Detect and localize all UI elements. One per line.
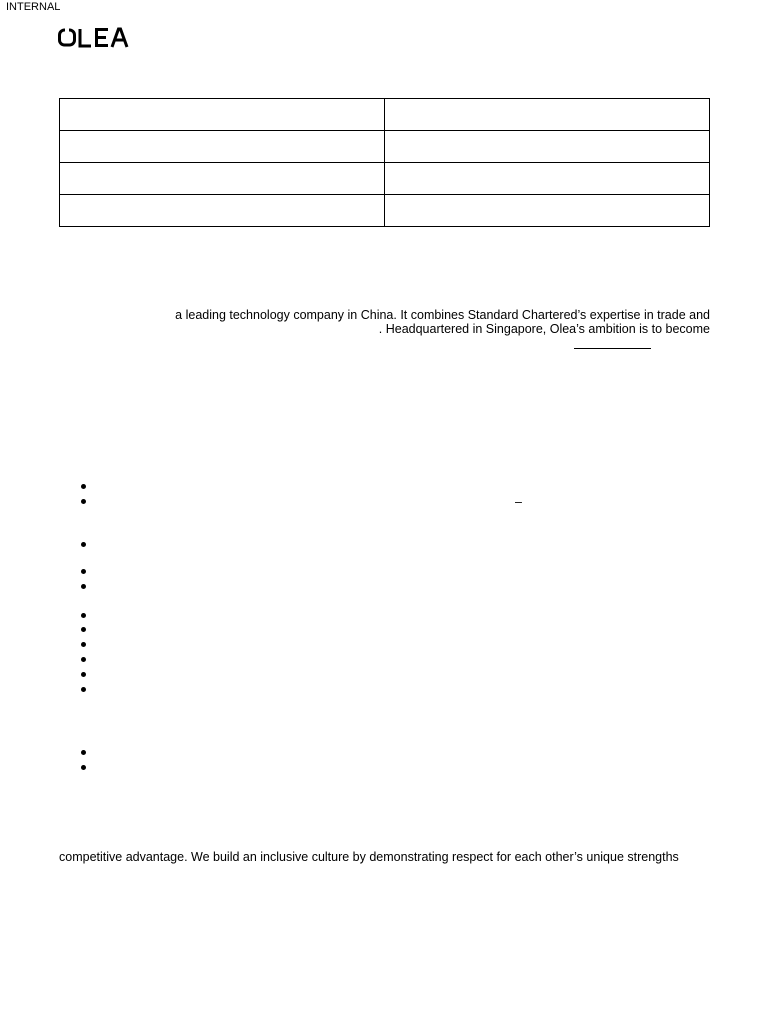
info-table [59,98,710,227]
olea-logo [58,26,136,55]
table-cell [60,131,385,163]
underline-rule [574,348,651,349]
table-cell [385,131,710,163]
olea-logo-mark [58,26,136,50]
bullet-marker [81,750,86,755]
bullet-marker [81,484,86,489]
bullet-marker [81,584,86,589]
bullet-marker [81,499,86,504]
table-row [60,195,710,227]
bullet-marker [81,657,86,662]
bullet-marker [81,687,86,692]
table-row [60,163,710,195]
table-cell [385,163,710,195]
table-row [60,99,710,131]
table-cell [60,163,385,195]
bullet-marker [81,569,86,574]
table-cell [385,99,710,131]
bullet-marker [81,627,86,632]
dash-mark: – [515,495,522,509]
intro-line-2: . Headquartered in Singapore, Olea’s ambition is to become [378,322,710,336]
bullet-marker [81,542,86,547]
table-cell [385,195,710,227]
closing-line-1: competitive advantage. We build an inclusive culture by demonstrating respect for each other’s unique strengths [59,850,679,864]
bullet-marker [81,765,86,770]
bullet-marker [81,672,86,677]
table-cell [60,99,385,131]
table-cell [60,195,385,227]
classification-label: INTERNAL [6,1,61,13]
intro-line-1: a leading technology company in China. It combines Standard Chartered’s expertise in trade and [175,308,710,322]
bullet-marker [81,613,86,618]
bullet-marker [81,642,86,647]
table-row [60,131,710,163]
